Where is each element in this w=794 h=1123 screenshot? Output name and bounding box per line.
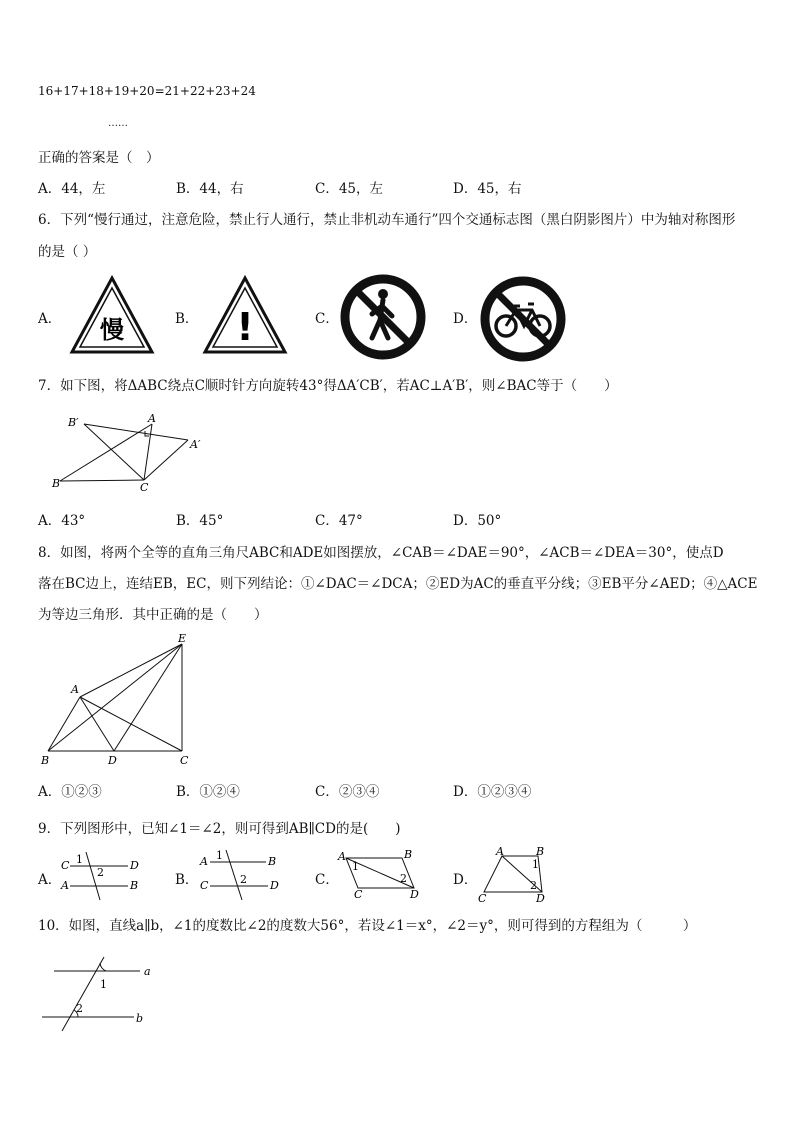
slow-sign-icon[interactable] (68, 274, 156, 356)
q9a-label-1: 1 (76, 853, 83, 866)
q8-option-a[interactable]: A．①②③ (38, 784, 102, 800)
no-bicycle-sign-icon[interactable] (478, 274, 568, 364)
ellipsis: …… (108, 118, 128, 129)
q9b-label-b: B (268, 855, 277, 868)
q9c-label-a: A (338, 850, 346, 863)
q9-figure-b[interactable] (196, 846, 286, 901)
q9a-label-c: C (61, 859, 70, 872)
q8-option-d[interactable]: D．①②③④ (453, 784, 532, 800)
q9c-label-1: 1 (352, 860, 359, 873)
q7-option-a[interactable]: A．43° (38, 513, 86, 529)
q8-label-c: C (180, 754, 189, 767)
q6-stem-line1: 6．下列“慢行通过，注意危险，禁止行人通行，禁止非机动车通行”四个交通标志图（黑白阴影图片）中为轴对称图形 (38, 212, 736, 228)
q7-option-c[interactable]: C．47° (315, 513, 363, 529)
q8-label-a: A (71, 683, 79, 696)
q8-label-e: E (178, 632, 187, 645)
q9-letter-a[interactable]: A． (38, 872, 62, 888)
q8-option-b[interactable]: B．①②④ (176, 784, 240, 800)
q7-rotation-figure (48, 410, 213, 500)
q9a-label-a: A (61, 879, 69, 892)
q9c-label-2: 2 (400, 872, 407, 885)
warning-sign-text: ! (236, 305, 254, 349)
no-pedestrian-sign-icon[interactable] (338, 272, 428, 362)
q5-option-d[interactable]: D．45，右 (453, 181, 522, 197)
q7-label-a: A (148, 412, 156, 425)
q9-letter-d[interactable]: D． (453, 872, 478, 888)
q7-stem: 7．如下图，将ΔABC绕点C顺时针方向旋转43°得ΔA′CB′，若AC⊥A′B′，则∠BAC等于（ ） (38, 378, 618, 394)
q9b-label-a: A (200, 855, 208, 868)
q10-label-b: b (136, 1012, 144, 1025)
q9-figure-d[interactable] (472, 846, 557, 904)
q10-label-2: 2 (76, 1002, 83, 1015)
q8-option-c[interactable]: C．②③④ (315, 784, 380, 800)
q5-option-c[interactable]: C．45，左 (315, 181, 384, 197)
q9a-label-d: D (130, 859, 139, 872)
equation-line: 16+17+18+19+20=21+22+23+24 (38, 84, 256, 98)
q9-stem: 9．下列图形中，已知∠1＝∠2，则可得到AB∥CD的是( ) (38, 821, 401, 837)
q9d-label-a: A (496, 846, 504, 858)
q8-stem-line3: 为等边三角形．其中正确的是（ ） (38, 607, 268, 623)
q7-label-c: C (140, 481, 149, 494)
q9d-label-b: B (536, 846, 545, 858)
q7-label-b-prime: B′ (68, 416, 79, 429)
slow-sign-text: 慢 (100, 316, 124, 344)
q10-label-1: 1 (100, 978, 107, 991)
q9b-label-2: 2 (240, 873, 247, 886)
q9d-label-d: D (536, 892, 545, 904)
q6-letter-d[interactable]: D． (453, 311, 478, 327)
q9a-label-b: B (130, 879, 139, 892)
q5-option-b[interactable]: B．44，右 (176, 181, 244, 197)
q9-figure-a[interactable] (58, 846, 143, 901)
q6-letter-c[interactable]: C． (315, 311, 339, 327)
q10-stem: 10．如图，直线a∥b，∠1的度数比∠2的度数大56°，若设∠1＝x°，∠2＝y°，则可得到的方程组为（ ） (38, 918, 697, 934)
q5-option-a[interactable]: A．44，左 (38, 181, 106, 197)
q8-triangle-figure (38, 630, 203, 770)
q7-label-b: B (52, 477, 61, 490)
q9d-label-1: 1 (532, 858, 539, 871)
q9c-label-c: C (354, 888, 363, 901)
q10-parallel-lines-figure (38, 955, 168, 1035)
q9b-label-c: C (200, 879, 209, 892)
q9-letter-c[interactable]: C． (315, 872, 339, 888)
q8-label-d: D (108, 754, 117, 767)
q8-stem-line1: 8．如图，将两个全等的直角三角尺ABC和ADE如图摆放，∠CAB＝∠DAE＝90°，∠ACB＝∠DEA＝30°，使点D (38, 545, 724, 561)
q9-figure-c[interactable] (334, 846, 424, 901)
q6-stem-line2: 的是（ ） (38, 244, 97, 260)
q8-label-b: B (41, 754, 50, 767)
q9a-label-2: 2 (97, 866, 104, 879)
q9b-label-d: D (270, 879, 279, 892)
q8-stem-line2: 落在BC边上，连结EB，EC，则下列结论：①∠DAC＝∠DCA；②ED为AC的垂直平分线；③EB平分∠AED；④△ACE (38, 576, 758, 592)
answer-prompt: 正确的答案是（ ） (38, 150, 160, 166)
q10-label-a: a (144, 965, 151, 978)
q6-letter-a[interactable]: A． (38, 311, 62, 327)
q9d-label-2: 2 (530, 879, 537, 892)
q9c-label-d: D (410, 888, 419, 901)
q7-label-a-prime: A′ (190, 438, 201, 451)
warning-sign-icon[interactable] (202, 274, 288, 356)
q7-option-d[interactable]: D．50° (453, 513, 502, 529)
q6-letter-b[interactable]: B． (175, 311, 199, 327)
q9c-label-b: B (404, 848, 413, 861)
q9d-label-c: C (478, 892, 487, 904)
q7-option-b[interactable]: B．45° (176, 513, 224, 529)
q9b-label-1: 1 (216, 849, 223, 862)
q9-letter-b[interactable]: B． (175, 872, 199, 888)
